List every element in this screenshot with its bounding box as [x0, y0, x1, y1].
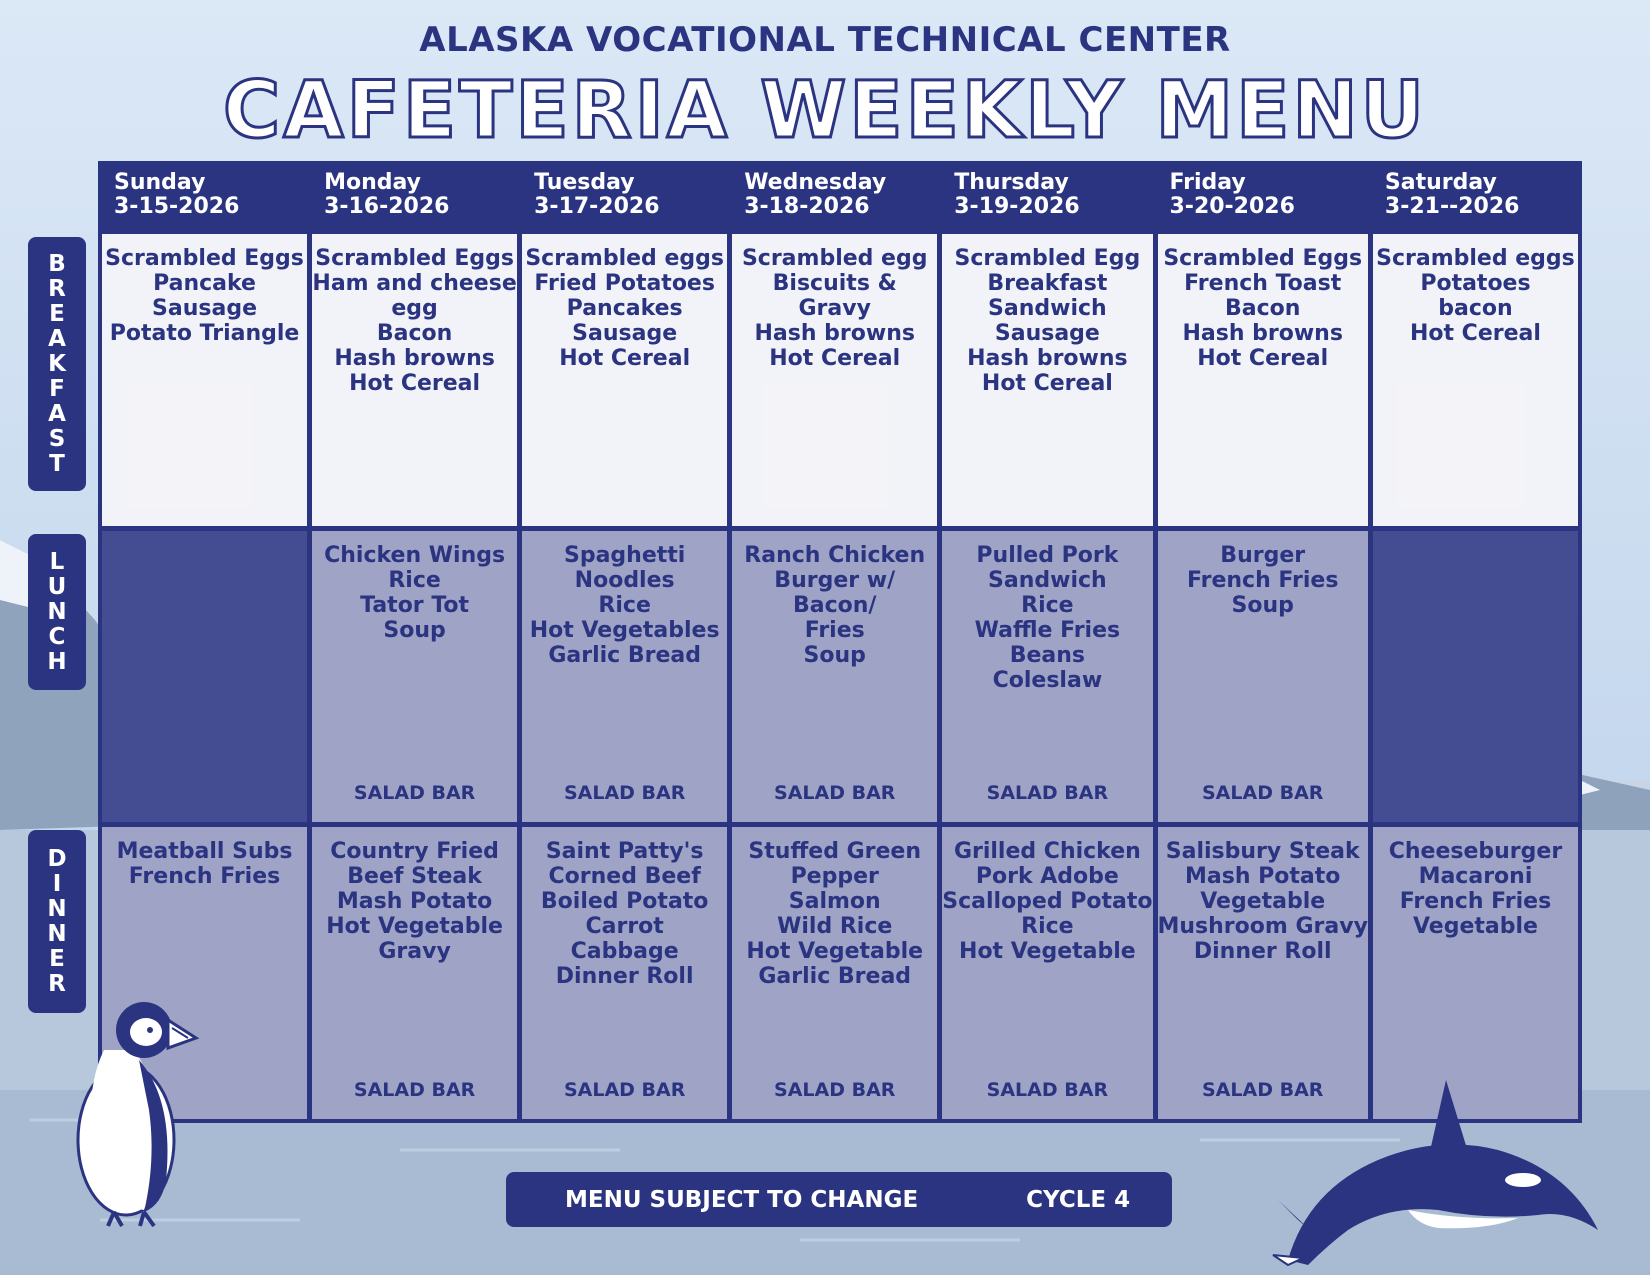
meal-label-breakfast [28, 237, 86, 491]
menu-item: Carrot [585, 914, 664, 940]
menu-item: Ham and cheese [312, 271, 517, 296]
dinner-cell-thursday [942, 827, 1152, 1119]
menu-item: Hot Cereal [981, 371, 1113, 396]
menu-item: French Fries [1186, 567, 1339, 593]
menu-item: Ranch Chicken [744, 542, 926, 568]
menu-grid [98, 161, 1582, 1123]
menu-item: Fries [804, 617, 865, 643]
menu-item: Hot Vegetable [746, 939, 924, 965]
menu-item: Country Fried [330, 839, 499, 865]
menu-item: Gravy [378, 939, 451, 965]
menu-item: Coleslaw [992, 667, 1103, 693]
menu-item: Meatball Subs [116, 839, 293, 865]
meal-label-lunch [28, 534, 86, 690]
menu-item: Sausage [572, 321, 678, 346]
meal-label-letter: S [48, 425, 66, 452]
dinner-cell-monday [312, 827, 517, 1119]
footer-banner [506, 1172, 1172, 1227]
lunch-cell-friday [1158, 531, 1368, 823]
menu-item: Hot Cereal [559, 346, 691, 371]
menu-item: Scrambled Egg [954, 246, 1141, 271]
day-header-wednesday [732, 161, 937, 229]
menu-item: Scrambled Eggs [1163, 246, 1363, 271]
day-header-friday [1158, 161, 1368, 229]
menu-item: French Toast [1184, 271, 1342, 296]
menu-item: Biscuits & [772, 271, 897, 296]
page-title: CAFETERIA WEEKLY MENU [222, 66, 1428, 156]
menu-item: Pulled Pork [976, 542, 1119, 568]
meal-label-letter: C [48, 623, 66, 650]
menu-item: Dinner Roll [1193, 939, 1332, 965]
salad-bar-label: SALAD BAR [1202, 1078, 1324, 1101]
menu-item: Mash Potato [336, 889, 493, 915]
meal-label-letter: A [48, 325, 66, 352]
menu-item: Cabbage [570, 939, 679, 965]
menu-item: Hash browns [334, 346, 495, 371]
menu-item: Potato Triangle [109, 321, 300, 346]
dinner-cell-wednesday [732, 827, 937, 1119]
menu-item: Scalloped Potato [942, 889, 1153, 915]
menu-item: Hash browns [754, 321, 915, 346]
meal-label-letter: D [47, 845, 67, 872]
salad-bar-label: SALAD BAR [563, 1078, 686, 1101]
menu-item: Hot Vegetables [529, 617, 720, 643]
lunch-cell-sunday [102, 531, 307, 823]
lunch-cell-wednesday [732, 531, 937, 823]
meal-label-letter: E [49, 945, 65, 972]
menu-item: Cheeseburger [1388, 839, 1563, 865]
menu-item: Dinner Roll [555, 964, 694, 990]
day-name: Saturday [1384, 170, 1497, 195]
menu-notice: MENU SUBJECT TO CHANGE [565, 1186, 919, 1213]
meal-label-letter: R [48, 275, 66, 302]
menu-item: Noodles [574, 567, 675, 593]
day-name: Friday [1169, 170, 1246, 195]
menu-item: Scrambled eggs [1376, 246, 1575, 271]
dinner-cell-tuesday [522, 827, 727, 1119]
meal-label-letter: N [47, 895, 67, 922]
day-date: 3-16-2026 [324, 194, 450, 219]
meal-label-letter: A [48, 400, 66, 427]
day-name: Monday [324, 170, 421, 195]
menu-item: Vegetable [1200, 889, 1326, 915]
day-header-monday [312, 161, 517, 229]
cycle-label: CYCLE 4 [1026, 1186, 1131, 1213]
school-name: ALASKA VOCATIONAL TECHNICAL CENTER [419, 20, 1231, 60]
menu-item: Potatoes [1420, 271, 1531, 296]
menu-item: Soup [383, 617, 446, 643]
menu-item: Bacon [1224, 296, 1301, 321]
dinner-cell-friday [1158, 827, 1368, 1119]
day-name: Wednesday [744, 170, 887, 195]
meal-label-letter: B [48, 250, 66, 277]
menu-item: Scrambled Eggs [105, 246, 304, 271]
menu-item: Scrambled eggs [525, 246, 724, 271]
menu-item: Soup [803, 642, 866, 668]
menu-item: Hot Vegetable [959, 939, 1136, 965]
menu-item: French Fries [1399, 889, 1552, 915]
day-date: 3-19-2026 [954, 194, 1080, 219]
menu-item: Scrambled Eggs [315, 246, 514, 271]
menu-item: Boiled Potato [540, 889, 709, 915]
menu-item: Sandwich [988, 296, 1107, 321]
menu-item: Burger [1220, 542, 1306, 568]
menu-item: Hot Cereal [349, 371, 481, 396]
breakfast-cell-sunday [102, 234, 307, 526]
lunch-cell-monday [312, 531, 517, 823]
menu-item: Chicken Wings [324, 542, 506, 568]
salad-bar-label: SALAD BAR [774, 1078, 896, 1101]
menu-item: Breakfast [987, 271, 1108, 296]
salad-bar-label: SALAD BAR [353, 1078, 476, 1101]
day-header-thursday [942, 161, 1152, 229]
menu-item: Pancakes [566, 296, 683, 321]
meal-label-letter: E [49, 300, 65, 327]
menu-item: Beef Steak [347, 864, 482, 890]
meal-label-letter: N [47, 598, 67, 625]
breakfast-cell-monday [312, 234, 517, 526]
day-date: 3-15-2026 [114, 194, 240, 219]
menu-item: Soup [1231, 592, 1294, 618]
day-date: 3-21--2026 [1384, 194, 1520, 219]
menu-item: Spaghetti [563, 542, 686, 568]
menu-item: Wild Rice [777, 914, 893, 940]
menu-item: Pancake [153, 271, 256, 296]
day-date: 3-20-2026 [1169, 194, 1295, 219]
menu-item: Beans [1009, 642, 1086, 668]
menu-item: Grilled Chicken [953, 839, 1141, 865]
breakfast-cell-saturday [1373, 234, 1578, 526]
menu-item: Garlic Bread [548, 642, 701, 668]
menu-item: Hot Cereal [769, 346, 901, 371]
meal-label-letter: U [47, 573, 67, 600]
lunch-cell-thursday [942, 531, 1152, 823]
breakfast-cell-friday [1158, 234, 1368, 526]
dinner-cell-saturday [1373, 827, 1578, 1119]
puffin-icon [64, 990, 204, 1230]
menu-item: Salisbury Steak [1165, 839, 1360, 865]
menu-item: Rice [598, 592, 651, 618]
menu-item: Waffle Fries [974, 617, 1121, 643]
menu-item: Mash Potato [1185, 864, 1341, 890]
menu-item: French Fries [128, 864, 281, 890]
menu-item: Hash browns [1182, 321, 1343, 346]
menu-item: Rice [1021, 914, 1074, 940]
menu-item: Gravy [798, 296, 871, 321]
breakfast-cell-wednesday [732, 234, 937, 526]
day-date: 3-18-2026 [744, 194, 870, 219]
day-header-sunday [102, 161, 307, 229]
menu-item: Rice [388, 567, 441, 593]
menu-item: Mushroom Gravy [1157, 914, 1368, 940]
menu-item: Sausage [994, 321, 1100, 346]
menu-item: bacon [1438, 296, 1513, 321]
salad-bar-label: SALAD BAR [353, 782, 476, 805]
day-date: 3-17-2026 [534, 194, 660, 219]
orca-icon [1268, 1080, 1608, 1270]
menu-item: Burger w/ [774, 567, 896, 593]
menu-item: Sandwich [988, 567, 1107, 593]
meal-label-letter: I [52, 870, 62, 897]
menu-item: Stuffed Green [748, 839, 922, 865]
meal-label-letter: N [47, 920, 67, 947]
menu-item: Rice [1021, 592, 1074, 618]
menu-item: Saint Patty's [545, 839, 704, 865]
lunch-cell-saturday [1373, 531, 1578, 823]
menu-item: Hot Vegetable [326, 914, 503, 940]
meal-label-letter: L [49, 548, 65, 575]
menu-item: Garlic Bread [758, 964, 912, 990]
menu-item: Bacon [376, 321, 453, 346]
menu-item: Fried Potatoes [534, 271, 715, 296]
meal-label-letter: F [49, 375, 65, 402]
menu-item: Hot Cereal [1197, 346, 1329, 371]
day-name: Thursday [954, 170, 1069, 195]
meal-label-letter: T [49, 450, 65, 477]
menu-item: Pepper [790, 864, 879, 890]
meal-label-letter: H [47, 648, 67, 675]
breakfast-cell-thursday [942, 234, 1152, 526]
menu-item: Salmon [788, 889, 881, 915]
menu-item: Vegetable [1412, 914, 1538, 940]
menu-item: Corned Beef [548, 864, 701, 890]
meal-label-letter: R [48, 970, 66, 997]
menu-item: Tator Tot [360, 592, 470, 618]
lunch-cell-tuesday [522, 531, 727, 823]
menu-item: Sausage [152, 296, 258, 321]
salad-bar-label: SALAD BAR [986, 1078, 1109, 1101]
menu-item: Macaroni [1418, 864, 1533, 890]
day-header-saturday [1373, 161, 1578, 229]
day-name: Tuesday [534, 170, 635, 195]
salad-bar-label: SALAD BAR [986, 782, 1109, 805]
meal-label-letter: K [48, 350, 66, 377]
day-name: Sunday [114, 170, 206, 195]
menu-item: Pork Adobe [975, 864, 1119, 890]
salad-bar-label: SALAD BAR [1202, 782, 1324, 805]
day-header-tuesday [522, 161, 727, 229]
menu-item: Hash browns [967, 346, 1128, 371]
menu-item: Hot Cereal [1409, 321, 1541, 346]
salad-bar-label: SALAD BAR [563, 782, 686, 805]
menu-item: egg [391, 296, 438, 321]
menu-item: Scrambled egg [741, 246, 928, 271]
meal-label-dinner [28, 830, 86, 1013]
salad-bar-label: SALAD BAR [774, 782, 896, 805]
menu-item: Bacon/ [792, 592, 877, 618]
breakfast-cell-tuesday [522, 234, 727, 526]
